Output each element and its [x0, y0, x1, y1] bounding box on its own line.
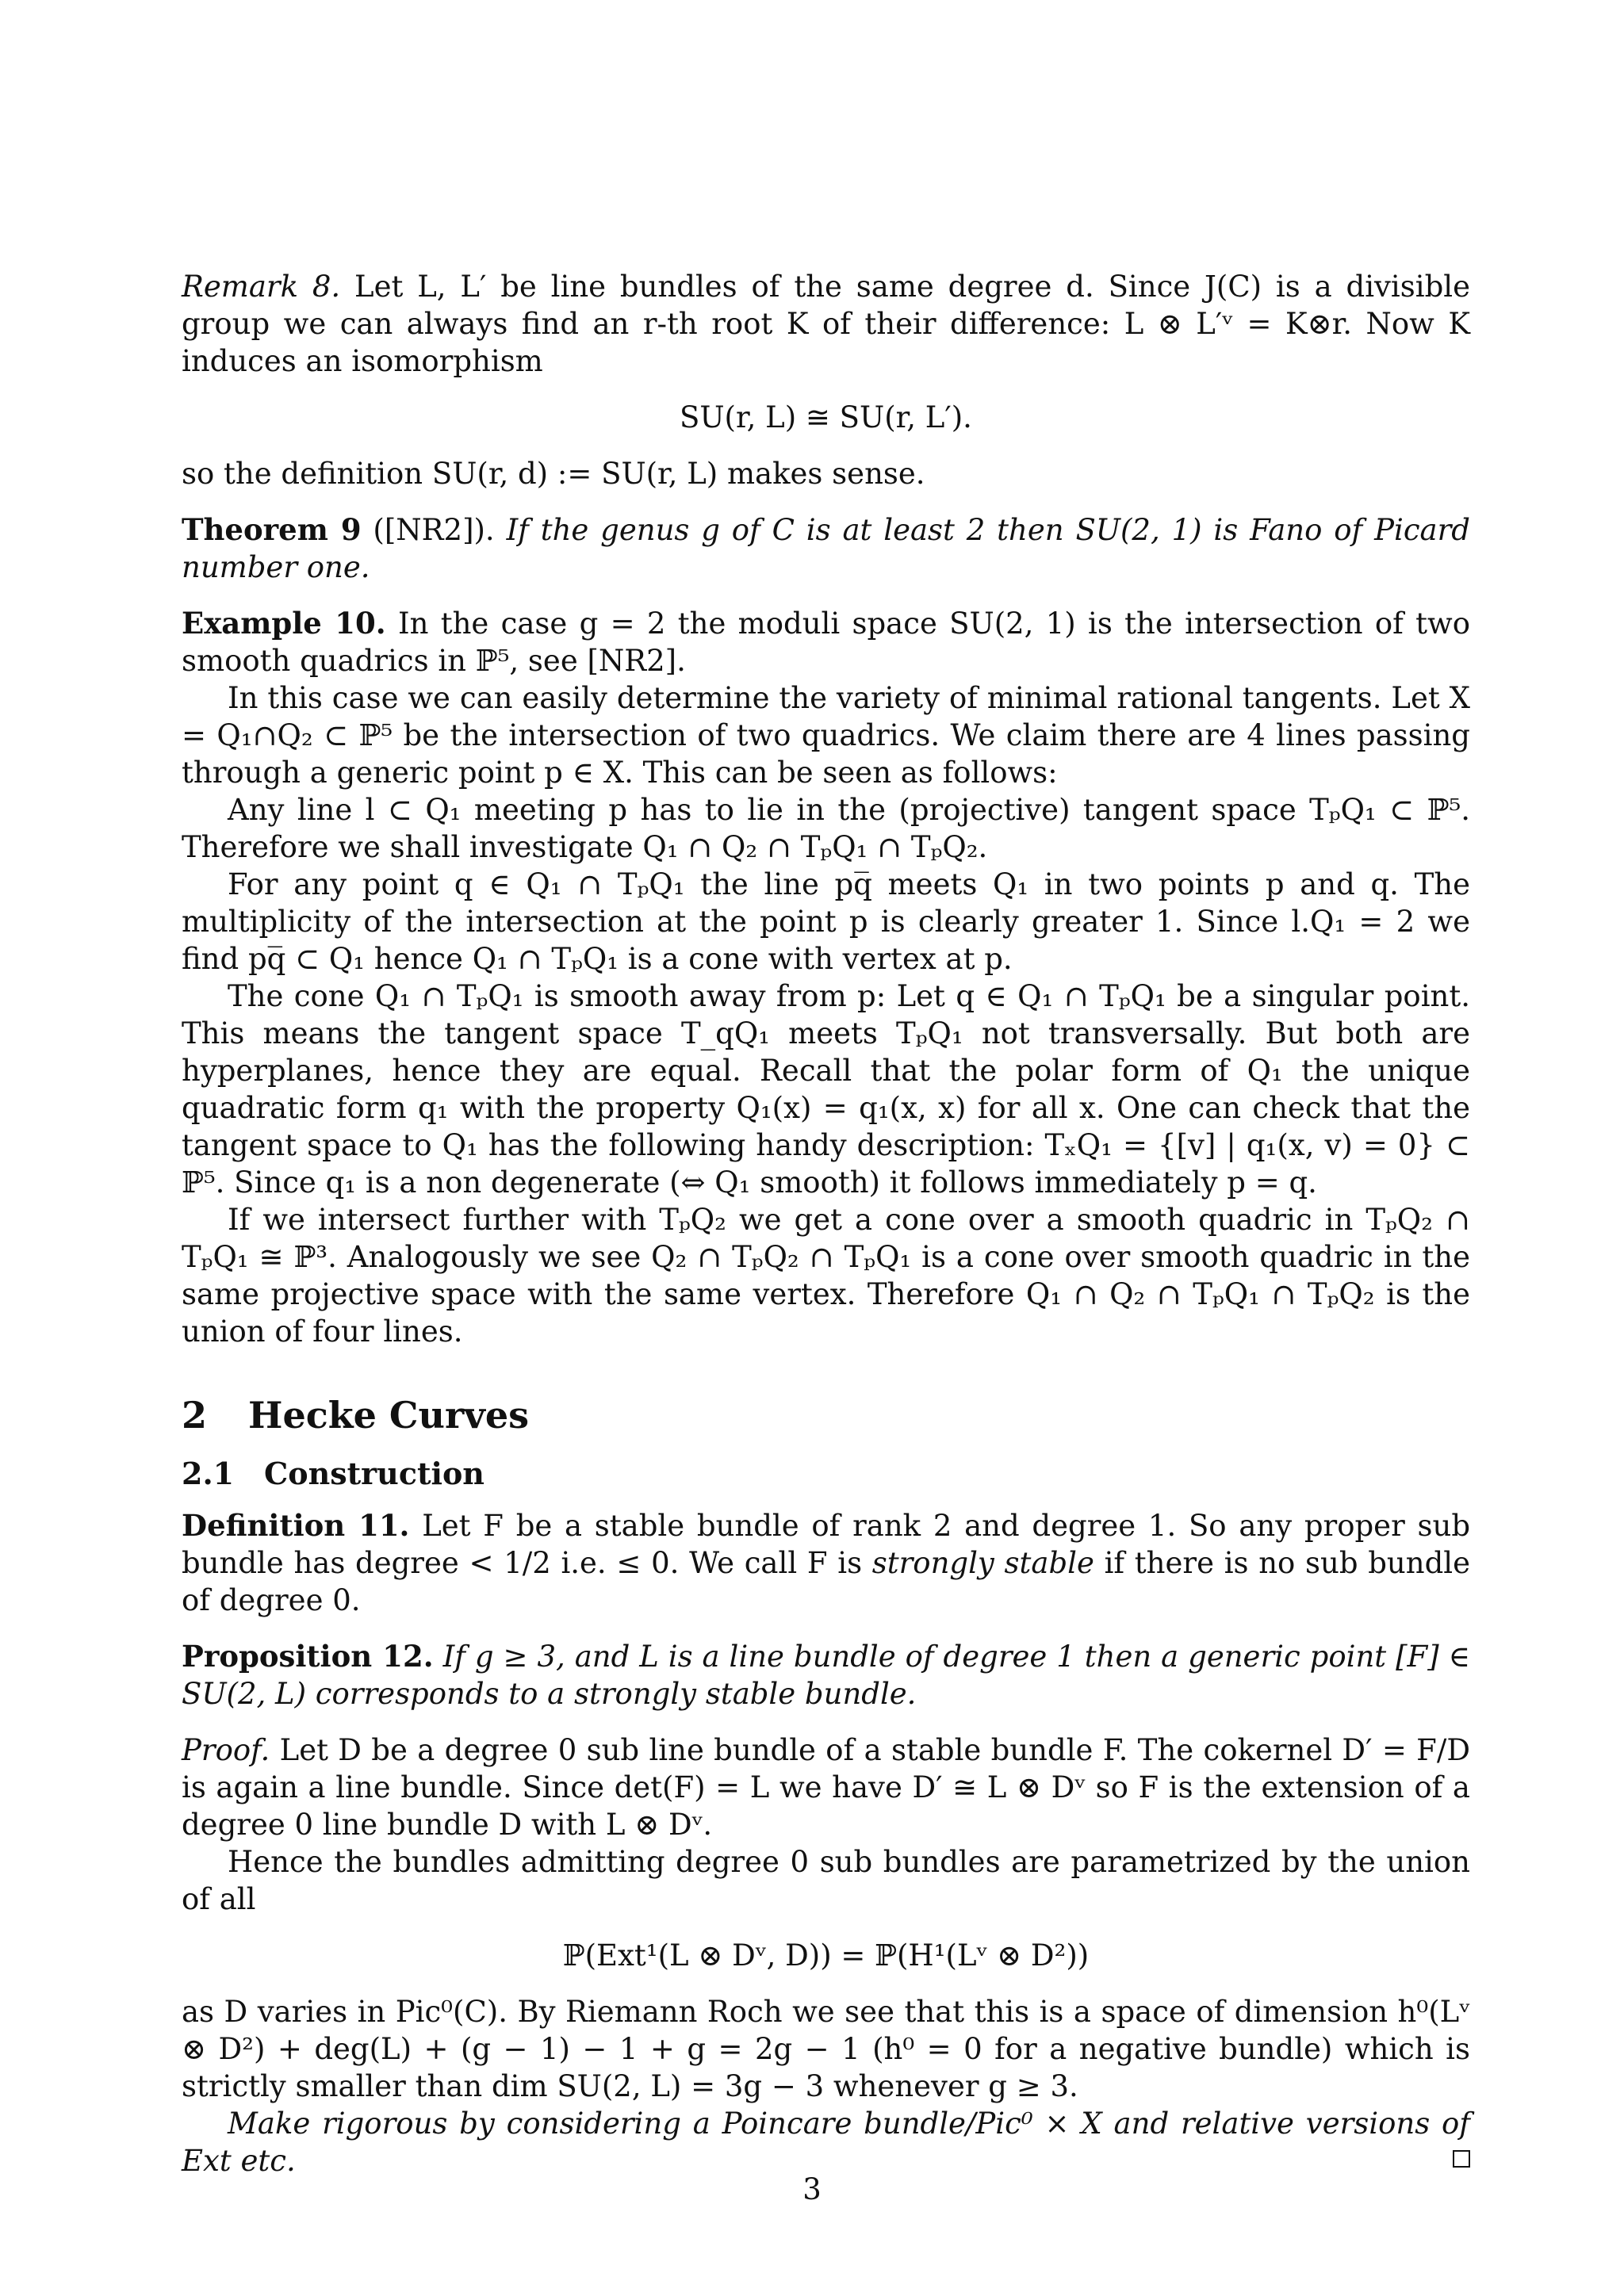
subsection-heading — [182, 1455, 1470, 1493]
proof-paragraph: Hence the bundles admitting degree 0 sub bundles are parametrized by the union of all — [182, 1845, 1470, 1916]
proposition-label: Proposition 12. — [182, 1639, 434, 1674]
definition-11 — [182, 1507, 1470, 1619]
definition-term: strongly stable — [871, 1546, 1094, 1580]
theorem-ref: ([NR2]). — [373, 513, 495, 547]
theorem-9 — [182, 511, 1470, 586]
proof-note — [182, 2105, 1470, 2179]
proof — [182, 1732, 1470, 1843]
remark-8 — [182, 268, 1470, 380]
page-number: 3 — [802, 2172, 822, 2206]
remark-text: Let L, L′ be line bundles of the same degree d. Since J(C) is a divisible group we can always find an r-th root K of their difference: L ⊗ L′ᵛ = K⊗r. Now K induces an isomorphism — [182, 270, 1471, 378]
subsection-number: 2.1 — [182, 1456, 235, 1491]
example-paragraph: If we intersect further with TₚQ₂ we get a cone over a smooth quadric in TₚQ₂ ∩ TₚQ₁ ≅ ℙ³. Analogously we see Q₂ ∩ TₚQ₂ ∩ TₚQ₁ is a cone over smooth quadric in the same projective space with the same vertex. Therefore Q₁ ∩ Q₂ ∩ TₚQ₁ ∩ TₚQ₂ is the union of four lines. — [182, 1203, 1470, 1349]
definition-label: Definition 11. — [182, 1508, 410, 1543]
page-body — [182, 268, 1470, 2179]
section-number: 2 — [182, 1394, 208, 1437]
proof-text: Let D be a degree 0 sub line bundle of a stable bundle F. The cokernel D′ = F/D is again a line bundle. Since det(F) = L we have D′ ≅ L ⊗ Dᵛ so F is the extension of a degree 0 line bundle D with L ⊗ Dᵛ. — [182, 1733, 1470, 1842]
proposition-12 — [182, 1638, 1470, 1712]
example-paragraph: In this case we can easily determine the variety of minimal rational tangents. Let X = Q₁∩Q₂ ⊂ ℙ⁵ be the intersection of two quadrics. We claim there are 4 lines passing through a generic point p ∈ X. This can be seen as follows: — [182, 681, 1470, 790]
definition-text: Let F be a stable bundle of rank 2 and degree 1. So any proper sub bundle has degree < 1/2 i.e. ≤ 0. We call F is — [182, 1509, 1471, 1580]
section-heading — [182, 1393, 1470, 1437]
section-title: Hecke Curves — [248, 1394, 530, 1437]
definition-text-end: if there is no sub bundle of degree 0. — [182, 1546, 1470, 1617]
example-paragraph: For any point q ∈ Q₁ ∩ TₚQ₁ the line pq̅ meets Q₁ in two points p and q. The multiplicity of the intersection at the point p is clearly greater 1. Since l.Q₁ = 2 we find pq̅ ⊂ Q₁ hence Q₁ ∩ TₚQ₁ is a cone with vertex at p. — [182, 867, 1470, 976]
theorem-statement: If the genus g of C is at least 2 then SU(2, 1) is Fano of Picard number one. — [182, 513, 1470, 584]
remark-display-equation: SU(r, L) ≅ SU(r, L′). — [680, 400, 972, 434]
subsection-title: Construction — [264, 1456, 485, 1491]
remark-label: Remark 8. — [182, 270, 341, 304]
proof-note-text: Make rigorous by considering a Poincare bundle/Pic⁰ × X and relative versions of Ext etc. — [182, 2107, 1470, 2178]
qed-square-icon — [1453, 2150, 1470, 2168]
theorem-label: Theorem 9 — [182, 512, 362, 547]
proposition-statement: If g ≥ 3, and L is a line bundle of degree 1 then a generic point [F] ∈ SU(2, L) corresponds to a strongly stable bundle. — [182, 1640, 1470, 1711]
example-paragraph: Any line l ⊂ Q₁ meeting p has to lie in the (projective) tangent space TₚQ₁ ⊂ ℙ⁵. Therefore we shall investigate Q₁ ∩ Q₂ ∩ TₚQ₁ ∩ TₚQ₂. — [182, 793, 1470, 864]
proof-display-equation: ℙ(Ext¹(L ⊗ Dᵛ, D)) = ℙ(H¹(Lᵛ ⊗ D²)) — [562, 1938, 1090, 1973]
example-text: In the case g = 2 the moduli space SU(2, 1) is the intersection of two smooth quadrics in ℙ⁵, see [NR2]. — [182, 607, 1470, 678]
example-label: Example 10. — [182, 606, 386, 641]
proof-label: Proof. — [182, 1733, 270, 1767]
proof-paragraph: as D varies in Pic⁰(C). By Riemann Roch we see that this is a space of dimension h⁰(Lᵛ ⊗ D²) + deg(L) + (g − 1) − 1 + g = 2g − 1 (h⁰ = 0 for a negative bundle) which is strictly smaller than dim SU(2, L) = 3g − 3 whenever g ≥ 3. — [182, 1995, 1470, 2103]
remark-conclusion: so the definition SU(r, d) := SU(r, L) makes sense. — [182, 457, 925, 491]
example-paragraph: The cone Q₁ ∩ TₚQ₁ is smooth away from p: Let q ∈ Q₁ ∩ TₚQ₁ be a singular point. This means the tangent space T_qQ₁ meets TₚQ₁ not transversally. But both are hyperplanes, hence they are equal. Recall that the polar form of Q₁ the unique quadratic form q₁ with the property Q₁(x) = q₁(x, x) for all x. One can check that the tangent space to Q₁ has the following handy description: TₓQ₁ = {[v] | q₁(x, v) = 0} ⊂ ℙ⁵. Since q₁ is a non degenerate (⇔ Q₁ smooth) it follows immediately p = q. — [182, 979, 1470, 1200]
example-10 — [182, 605, 1470, 679]
